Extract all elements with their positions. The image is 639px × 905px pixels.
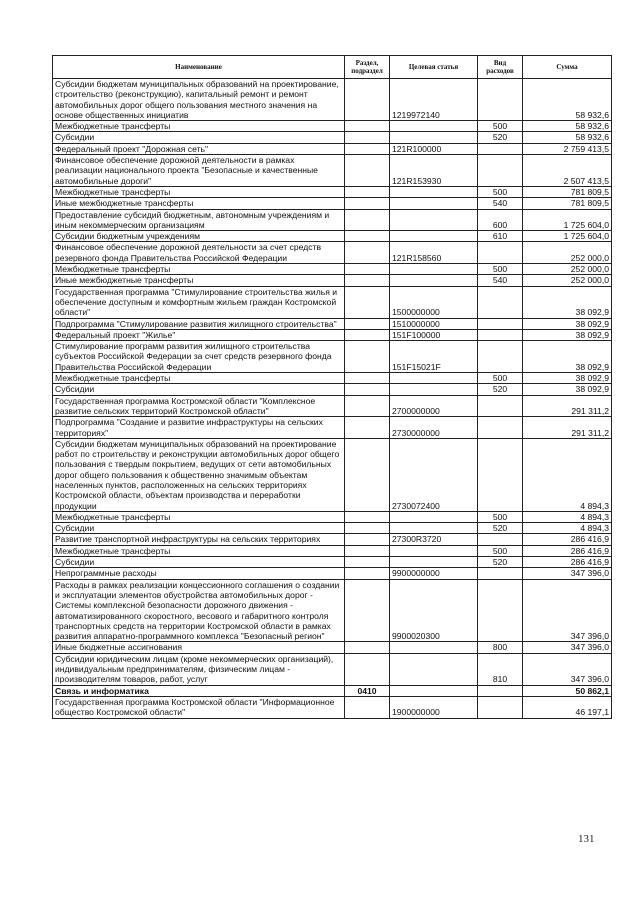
row-section-cell — [345, 143, 390, 154]
row-name-cell: Предоставление субсидий бюджетным, автономным учреждениям и иным некоммерческим организациям — [53, 209, 345, 231]
row-section-cell — [345, 209, 390, 231]
row-section-cell — [345, 286, 390, 318]
row-sum-cell: 38 092,9 — [523, 341, 612, 373]
row-target-cell: 151F100000 — [390, 329, 478, 340]
table-row — [53, 231, 612, 242]
row-target-cell — [390, 653, 478, 685]
row-kind-cell — [478, 438, 523, 511]
row-sum-cell: 286 416,9 — [523, 557, 612, 568]
row-sum-cell: 38 092,9 — [523, 286, 612, 318]
row-name-cell: Финансовое обеспечение дорожной деятельности в рамках реализации национального проекта "Безопасные и качественные автомобильные дороги" — [53, 155, 345, 187]
row-target-cell: 151F15021F — [390, 341, 478, 373]
row-sum-cell: 58 932,6 — [523, 79, 612, 121]
row-kind-cell: 520 — [478, 523, 523, 534]
row-sum-cell: 38 092,9 — [523, 318, 612, 329]
table-row — [53, 373, 612, 384]
row-sum-cell: 291 311,2 — [523, 417, 612, 439]
row-target-cell: 2700000000 — [390, 395, 478, 417]
row-section-cell — [345, 579, 390, 642]
row-kind-cell: 800 — [478, 642, 523, 653]
row-sum-cell: 4 894,3 — [523, 438, 612, 511]
row-name-cell: Связь и информатика — [53, 685, 345, 696]
row-sum-cell: 38 092,9 — [523, 373, 612, 384]
row-section-cell — [345, 568, 390, 579]
row-name-cell: Государственная программа Костромской области "Комплексное развитие сельских территорий Костромской области" — [53, 395, 345, 417]
row-sum-cell: 58 932,6 — [523, 121, 612, 132]
row-target-cell — [390, 275, 478, 286]
table-row — [53, 341, 612, 373]
row-target-cell: 1219972140 — [390, 79, 478, 121]
row-name-cell: Межбюджетные трансферты — [53, 545, 345, 556]
row-section-cell — [345, 545, 390, 556]
row-kind-cell — [478, 286, 523, 318]
row-name-cell: Межбюджетные трансферты — [53, 373, 345, 384]
row-target-cell — [390, 545, 478, 556]
table-row — [53, 121, 612, 132]
table-row — [53, 568, 612, 579]
row-target-cell: 1500000000 — [390, 286, 478, 318]
header-sum: Сумма — [523, 56, 612, 79]
table-row — [53, 79, 612, 121]
table-row — [53, 264, 612, 275]
table-row — [53, 329, 612, 340]
row-name-cell: Субсидии — [53, 384, 345, 395]
row-sum-cell: 252 000,0 — [523, 242, 612, 264]
row-section-cell — [345, 523, 390, 534]
row-target-cell — [390, 373, 478, 384]
row-section-cell — [345, 438, 390, 511]
row-kind-cell — [478, 534, 523, 545]
row-section-cell — [345, 121, 390, 132]
table-row — [53, 511, 612, 522]
row-sum-cell: 4 894,3 — [523, 511, 612, 522]
row-name-cell: Государственная программа Костромской области "Информационное общество Костромской области" — [53, 696, 345, 718]
row-sum-cell: 286 416,9 — [523, 534, 612, 545]
row-target-cell — [390, 685, 478, 696]
row-section-cell — [345, 534, 390, 545]
row-sum-cell: 46 197,1 — [523, 696, 612, 718]
table-row — [53, 642, 612, 653]
row-sum-cell: 38 092,9 — [523, 384, 612, 395]
row-kind-cell — [478, 395, 523, 417]
table-row — [53, 545, 612, 556]
row-name-cell: Расходы в рамках реализации концессионного соглашения о создании и эксплуатации элементов обустройства автомобильных дорог - Системы комплексной безопасности дорожного движения - автоматизированного скоростного, весового и габаритного контроля транспортных средств на территории Костромской области в рамках развития аппаратно-программного комплекса "Безопасный регион" — [53, 579, 345, 642]
row-section-cell — [345, 395, 390, 417]
header-name: Наименование — [53, 56, 345, 79]
row-name-cell: Межбюджетные трансферты — [53, 186, 345, 197]
row-sum-cell: 58 932,6 — [523, 132, 612, 143]
table-row — [53, 579, 612, 642]
row-sum-cell: 252 000,0 — [523, 264, 612, 275]
row-sum-cell: 38 092,9 — [523, 329, 612, 340]
row-target-cell: 2730072400 — [390, 438, 478, 511]
row-kind-cell — [478, 143, 523, 154]
row-target-cell — [390, 511, 478, 522]
row-section-cell — [345, 373, 390, 384]
row-kind-cell — [478, 242, 523, 264]
row-name-cell: Межбюджетные трансферты — [53, 511, 345, 522]
row-target-cell — [390, 264, 478, 275]
row-kind-cell — [478, 685, 523, 696]
row-name-cell: Субсидии бюджетам муниципальных образований на проектирование работ по строительству и реконструкции автомобильных дорог общего пользования с твердым покрытием, ведущих от сети автомобильных дорог общего пользования к общественно значимым объектам населенных пунктов, расположенных на сельских территориях Костромской области, объектам производства и переработки продукции — [53, 438, 345, 511]
row-target-cell: 27300R3720 — [390, 534, 478, 545]
row-target-cell: 1900000000 — [390, 696, 478, 718]
row-section-cell — [345, 318, 390, 329]
row-section-cell — [345, 275, 390, 286]
table-row — [53, 395, 612, 417]
table-body — [53, 79, 612, 719]
table-row — [53, 242, 612, 264]
row-kind-cell — [478, 696, 523, 718]
row-section-cell — [345, 79, 390, 121]
row-name-cell: Государственная программа "Стимулирование строительства жилья и обеспечение доступным и комфортным жильем граждан Костромской области" — [53, 286, 345, 318]
row-name-cell: Развитие транспортной инфраструктуры на сельских территориях — [53, 534, 345, 545]
row-target-cell: 9900000000 — [390, 568, 478, 579]
row-name-cell: Субсидии бюджетным учреждениям — [53, 231, 345, 242]
row-sum-cell: 347 396,0 — [523, 579, 612, 642]
row-section-cell — [345, 557, 390, 568]
row-kind-cell — [478, 318, 523, 329]
row-name-cell: Субсидии — [53, 132, 345, 143]
row-name-cell: Подпрограмма "Стимулирование развития жилищного строительства" — [53, 318, 345, 329]
row-sum-cell: 291 311,2 — [523, 395, 612, 417]
table-row — [53, 557, 612, 568]
row-target-cell — [390, 523, 478, 534]
table-header-row — [53, 56, 612, 79]
row-kind-cell: 540 — [478, 275, 523, 286]
row-kind-cell: 500 — [478, 545, 523, 556]
row-kind-cell — [478, 155, 523, 187]
row-kind-cell — [478, 79, 523, 121]
row-sum-cell: 1 725 604,0 — [523, 209, 612, 231]
row-sum-cell: 347 396,0 — [523, 653, 612, 685]
row-name-cell: Иные бюджетные ассигнования — [53, 642, 345, 653]
row-name-cell: Субсидии — [53, 557, 345, 568]
row-section-cell — [345, 329, 390, 340]
row-section-cell — [345, 231, 390, 242]
row-name-cell: Федеральный проект "Жилье" — [53, 329, 345, 340]
table-row — [53, 653, 612, 685]
row-kind-cell — [478, 417, 523, 439]
row-kind-cell: 540 — [478, 198, 523, 209]
row-name-cell: Стимулирование программ развития жилищного строительства субъектов Российской Федерации за счет средств резервного фонда Правительства Российской Федерации — [53, 341, 345, 373]
row-target-cell — [390, 231, 478, 242]
row-sum-cell: 781 809,5 — [523, 186, 612, 197]
row-sum-cell: 781 809,5 — [523, 198, 612, 209]
header-target: Целевая статья — [390, 56, 478, 79]
row-kind-cell: 500 — [478, 121, 523, 132]
row-kind-cell: 610 — [478, 231, 523, 242]
row-sum-cell: 347 396,0 — [523, 642, 612, 653]
row-section-cell — [345, 198, 390, 209]
row-name-cell: Иные межбюджетные трансферты — [53, 198, 345, 209]
row-name-cell: Межбюджетные трансферты — [53, 264, 345, 275]
row-section-cell — [345, 696, 390, 718]
table-row — [53, 186, 612, 197]
table-row — [53, 132, 612, 143]
table-row — [53, 438, 612, 511]
row-section-cell — [345, 155, 390, 187]
row-target-cell — [390, 384, 478, 395]
row-section-cell — [345, 417, 390, 439]
table-row — [53, 275, 612, 286]
header-kind: Вид расходов — [478, 56, 523, 79]
row-section-cell: 0410 — [345, 685, 390, 696]
row-kind-cell: 500 — [478, 511, 523, 522]
row-kind-cell: 810 — [478, 653, 523, 685]
row-sum-cell: 347 396,0 — [523, 568, 612, 579]
row-name-cell: Непрограммные расходы — [53, 568, 345, 579]
row-sum-cell: 2 759 413,5 — [523, 143, 612, 154]
row-kind-cell — [478, 341, 523, 373]
row-sum-cell: 286 416,9 — [523, 545, 612, 556]
row-name-cell: Субсидии юридическим лицам (кроме некоммерческих организаций), индивидуальным предпринимателям, физическим лицам - производителям товаров, работ, услуг — [53, 653, 345, 685]
row-kind-cell: 500 — [478, 264, 523, 275]
row-name-cell: Субсидии бюджетам муниципальных образований на проектирование, строительство (реконструкцию), капитальный ремонт и ремонт автомобильных дорог общего пользования местного значения на основе общественных инициатив — [53, 79, 345, 121]
row-target-cell — [390, 198, 478, 209]
row-sum-cell: 4 894,3 — [523, 523, 612, 534]
row-target-cell — [390, 121, 478, 132]
row-section-cell — [345, 242, 390, 264]
row-section-cell — [345, 642, 390, 653]
row-section-cell — [345, 264, 390, 275]
row-name-cell: Субсидии — [53, 523, 345, 534]
row-kind-cell: 520 — [478, 557, 523, 568]
row-kind-cell: 500 — [478, 373, 523, 384]
row-name-cell: Федеральный проект "Дорожная сеть" — [53, 143, 345, 154]
table-row — [53, 143, 612, 154]
row-name-cell: Подпрограмма "Создание и развитие инфраструктуры на сельских территориях" — [53, 417, 345, 439]
table-row — [53, 318, 612, 329]
row-kind-cell: 500 — [478, 186, 523, 197]
row-kind-cell — [478, 579, 523, 642]
row-target-cell — [390, 642, 478, 653]
row-kind-cell — [478, 329, 523, 340]
table-row — [53, 523, 612, 534]
table-row — [53, 534, 612, 545]
row-sum-cell: 1 725 604,0 — [523, 231, 612, 242]
row-kind-cell: 520 — [478, 384, 523, 395]
row-sum-cell: 252 000,0 — [523, 275, 612, 286]
row-name-cell: Межбюджетные трансферты — [53, 121, 345, 132]
row-name-cell: Иные межбюджетные трансферты — [53, 275, 345, 286]
budget-table — [52, 55, 612, 719]
row-target-cell: 9900020300 — [390, 579, 478, 642]
table-row — [53, 685, 612, 696]
row-section-cell — [345, 511, 390, 522]
row-section-cell — [345, 384, 390, 395]
row-target-cell: 1510000000 — [390, 318, 478, 329]
row-section-cell — [345, 653, 390, 685]
table-row — [53, 209, 612, 231]
table-row — [53, 384, 612, 395]
row-kind-cell: 520 — [478, 132, 523, 143]
row-target-cell — [390, 557, 478, 568]
table-row — [53, 696, 612, 718]
header-section: Раздел, подраздел — [345, 56, 390, 79]
row-target-cell: 2730000000 — [390, 417, 478, 439]
row-target-cell: 121R153930 — [390, 155, 478, 187]
row-section-cell — [345, 132, 390, 143]
row-kind-cell: 600 — [478, 209, 523, 231]
row-target-cell — [390, 209, 478, 231]
table-row — [53, 155, 612, 187]
row-target-cell — [390, 186, 478, 197]
row-sum-cell: 2 507 413,5 — [523, 155, 612, 187]
row-name-cell: Финансовое обеспечение дорожной деятельности за счет средств резервного фонда Правительства Российской Федерации — [53, 242, 345, 264]
row-sum-cell: 50 862,1 — [523, 685, 612, 696]
table-row — [53, 198, 612, 209]
row-kind-cell — [478, 568, 523, 579]
row-target-cell — [390, 132, 478, 143]
row-target-cell: 121R100000 — [390, 143, 478, 154]
row-target-cell: 121R158560 — [390, 242, 478, 264]
row-section-cell — [345, 341, 390, 373]
page-number: 131 — [578, 833, 595, 845]
table-row — [53, 417, 612, 439]
row-section-cell — [345, 186, 390, 197]
table-row — [53, 286, 612, 318]
